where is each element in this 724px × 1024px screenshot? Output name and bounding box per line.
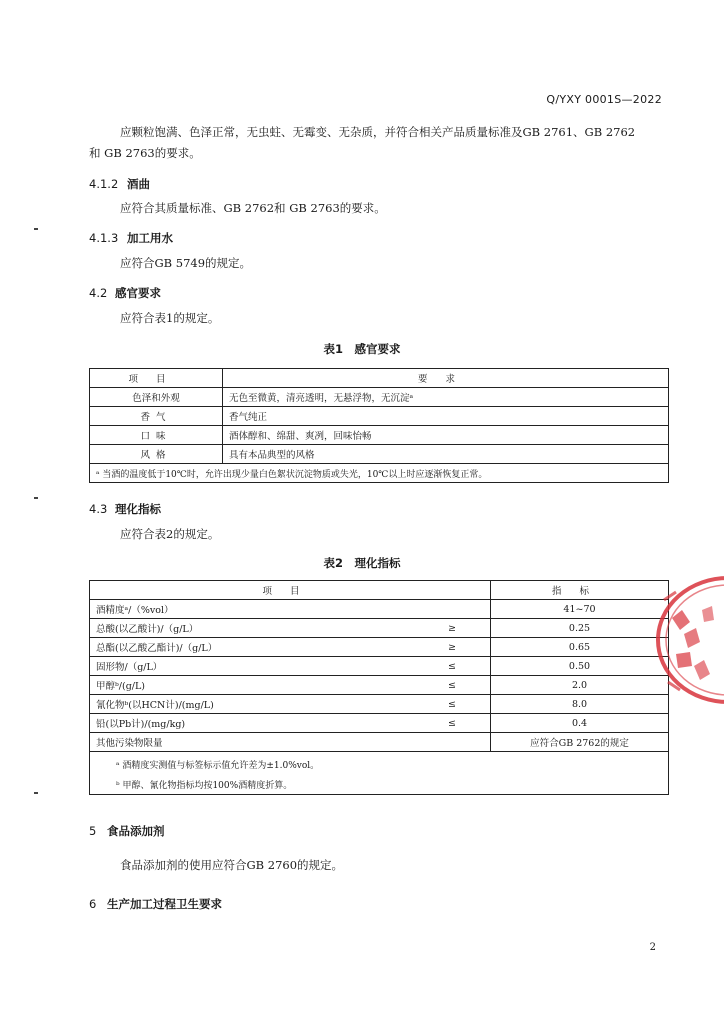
row-operator: ≤ bbox=[342, 695, 491, 714]
table-footnote-a: ᵃ 酒精度实测值与标签标示值允许差为±1.0%vol。 bbox=[90, 752, 669, 775]
column-header-requirement: 要求 bbox=[223, 369, 669, 388]
row-value: 0.4 bbox=[491, 714, 669, 733]
row-requirement: 具有本品典型的风格 bbox=[223, 445, 669, 464]
row-operator: ≤ bbox=[342, 714, 491, 733]
row-value: 0.50 bbox=[491, 657, 669, 676]
table-row bbox=[90, 388, 669, 407]
row-value: 应符合GB 2762的规定 bbox=[491, 733, 669, 752]
section-4-3-body: 应符合表2的规定。 bbox=[120, 527, 220, 541]
section-number: 4.2 bbox=[89, 286, 108, 300]
sensory-requirements-table bbox=[89, 368, 669, 483]
section-title: 理化指标 bbox=[115, 502, 161, 516]
section-4-1-2-heading bbox=[89, 176, 150, 192]
row-item: 风格 bbox=[90, 445, 223, 464]
section-number: 5 bbox=[89, 824, 97, 838]
section-4-2-heading bbox=[89, 285, 161, 301]
section-5-body: 食品添加剂的使用应符合GB 2760的规定。 bbox=[120, 858, 344, 872]
scan-mark bbox=[34, 792, 38, 794]
table-row bbox=[90, 426, 669, 445]
table-footnote-row bbox=[90, 752, 669, 775]
table-footnote: ᵃ 当酒的温度低于10℃时，允许出现少量白色絮状沉淀物质或失光，10℃以上时应逐渐恢复正常。 bbox=[90, 464, 669, 483]
section-title: 感官要求 bbox=[115, 286, 161, 300]
scan-mark bbox=[34, 497, 38, 499]
row-item: 总酸(以乙酸计)/（g/L） bbox=[90, 619, 343, 638]
red-seal-stamp bbox=[650, 570, 724, 710]
physicochemical-table bbox=[89, 580, 669, 795]
table-row bbox=[90, 695, 669, 714]
row-item: 其他污染物限量 bbox=[90, 733, 343, 752]
row-value: 41~70 bbox=[491, 600, 669, 619]
table-row bbox=[90, 733, 669, 752]
section-4-2-body: 应符合表1的规定。 bbox=[120, 311, 220, 325]
section-4-3-heading bbox=[89, 501, 161, 517]
row-item: 固形物/（g/L） bbox=[90, 657, 343, 676]
row-requirement: 无色至微黄，清亮透明，无悬浮物，无沉淀ᵃ bbox=[223, 388, 669, 407]
row-requirement: 香气纯正 bbox=[223, 407, 669, 426]
row-item: 色泽和外观 bbox=[90, 388, 223, 407]
row-value: 2.0 bbox=[491, 676, 669, 695]
document-code: Q/YXY 0001S—2022 bbox=[546, 93, 662, 106]
table-row bbox=[90, 619, 669, 638]
page-number: 2 bbox=[649, 942, 656, 953]
row-operator: ≥ bbox=[342, 619, 491, 638]
table-row bbox=[90, 407, 669, 426]
scan-mark bbox=[34, 228, 38, 230]
table-footnote-b: ᵇ 甲醇、氰化物指标均按100%酒精度折算。 bbox=[90, 774, 669, 795]
row-item: 香气 bbox=[90, 407, 223, 426]
table-row bbox=[90, 714, 669, 733]
table-2-caption: 表2 理化指标 bbox=[323, 556, 401, 570]
row-operator bbox=[342, 733, 491, 752]
table-row bbox=[90, 676, 669, 695]
table-1-caption: 表1 感官要求 bbox=[323, 342, 401, 356]
section-number: 4.1.2 bbox=[89, 177, 119, 191]
column-header-value: 指标 bbox=[491, 581, 669, 600]
section-title: 酒曲 bbox=[127, 177, 150, 191]
section-4-1-3-heading bbox=[89, 230, 173, 246]
section-number: 4.1.3 bbox=[89, 231, 119, 245]
row-requirement: 酒体醇和、绵甜、爽冽，回味怡畅 bbox=[223, 426, 669, 445]
table-header-row bbox=[90, 581, 669, 600]
row-value: 0.25 bbox=[491, 619, 669, 638]
intro-line-2: 和 GB 2763的要求。 bbox=[89, 146, 201, 160]
row-item: 总酯(以乙酸乙酯计)/（g/L） bbox=[90, 638, 343, 657]
section-number: 6 bbox=[89, 897, 97, 911]
section-title: 加工用水 bbox=[127, 231, 173, 245]
section-4-1-3-body: 应符合GB 5749的规定。 bbox=[120, 256, 252, 270]
row-operator: ≥ bbox=[342, 638, 491, 657]
row-operator bbox=[342, 600, 491, 619]
section-6-heading bbox=[89, 896, 222, 912]
table-row bbox=[90, 445, 669, 464]
table-footnote-row bbox=[90, 464, 669, 483]
section-title: 生产加工过程卫生要求 bbox=[107, 897, 222, 911]
section-4-1-2-body: 应符合其质量标准、GB 2762和 GB 2763的要求。 bbox=[120, 201, 386, 215]
section-number: 4.3 bbox=[89, 502, 108, 516]
row-item: 氰化物ᵇ(以HCN计)/(mg/L) bbox=[90, 695, 343, 714]
table-row bbox=[90, 657, 669, 676]
column-header-item: 项目 bbox=[90, 581, 491, 600]
row-item: 铅(以Pb计)/(mg/kg) bbox=[90, 714, 343, 733]
row-item: 酒精度ᵃ/（%vol） bbox=[90, 600, 343, 619]
table-row bbox=[90, 638, 669, 657]
table-footnote-row bbox=[90, 774, 669, 795]
table-row bbox=[90, 600, 669, 619]
row-value: 0.65 bbox=[491, 638, 669, 657]
section-title: 食品添加剂 bbox=[107, 824, 165, 838]
table-header-row bbox=[90, 369, 669, 388]
column-header-item: 项目 bbox=[90, 369, 223, 388]
intro-line-1: 应颗粒饱满、色泽正常，无虫蛀、无霉变、无杂质，并符合相关产品质量标准及GB 2761、GB 2762 bbox=[120, 125, 636, 139]
row-operator: ≤ bbox=[342, 657, 491, 676]
row-operator: ≤ bbox=[342, 676, 491, 695]
row-item: 甲醇ᵇ/(g/L) bbox=[90, 676, 343, 695]
row-item: 口味 bbox=[90, 426, 223, 445]
row-value: 8.0 bbox=[491, 695, 669, 714]
section-5-heading bbox=[89, 823, 165, 839]
